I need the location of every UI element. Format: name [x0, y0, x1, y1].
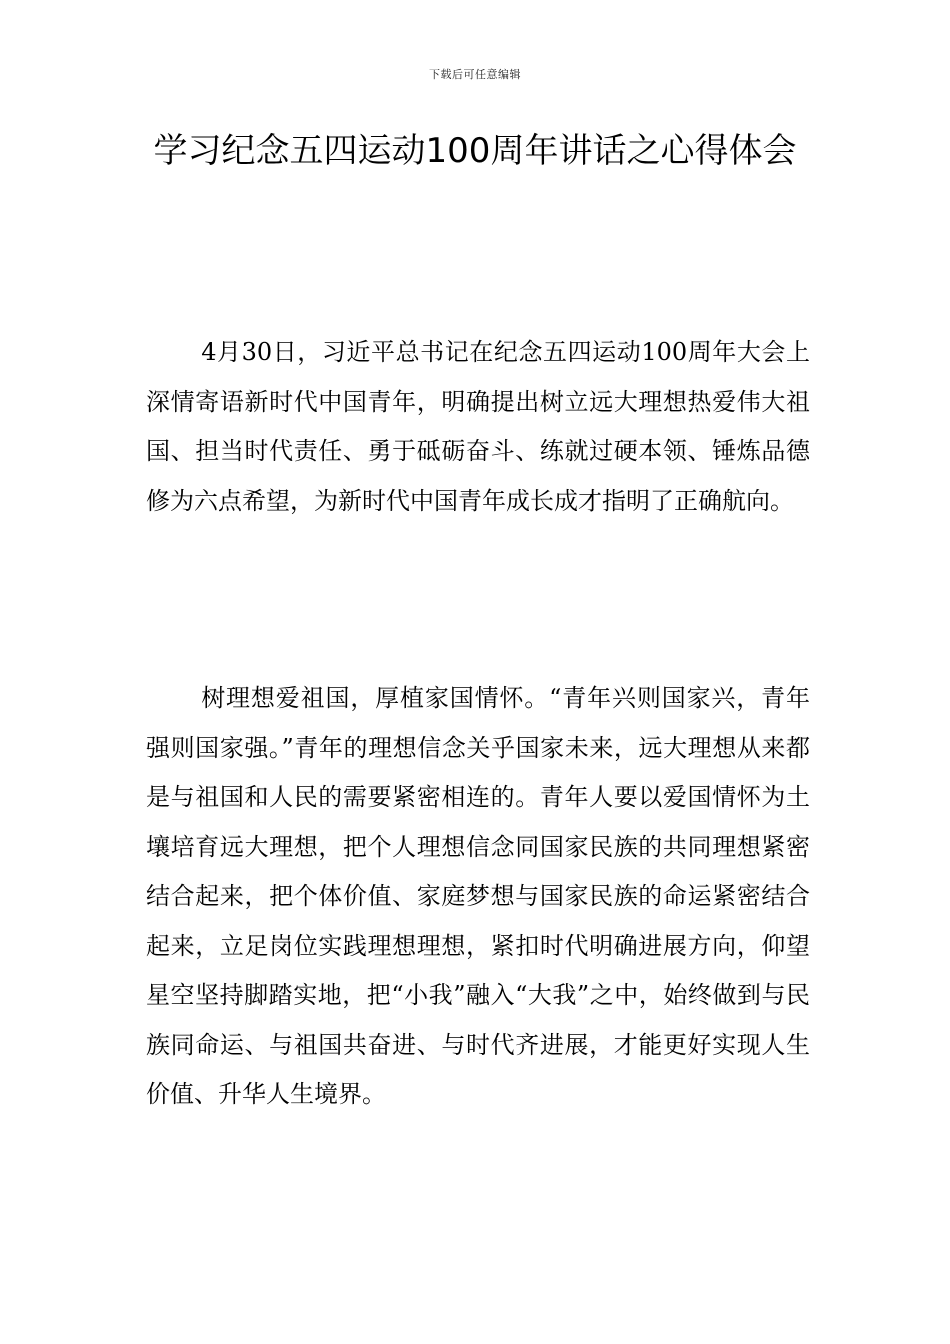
header-note: 下载后可任意编辑	[429, 68, 521, 81]
document-title: 学习纪念五四运动100周年讲话之心得体会	[153, 131, 797, 171]
paragraph-1: 4月30日，习近平总书记在纪念五四运动100周年大会上深情寄语新时代中国青年，明确提出树立远大理想热爱伟大祖国、担当时代责任、勇于砥砺奋斗、练就过硬本领、锤炼品德修为六点希望，为新时代中国青年成长成才指明了正确航向。	[146, 338, 810, 515]
paragraph-2: 树理想爱祖国，厚植家国情怀。“青年兴则国家兴，青年强则国家强。”青年的理想信念关乎国家未来，远大理想从来都是与祖国和人民的需要紧密相连的。青年人要以爱国情怀为土壤培育远大理想，把个人理想信念同国家民族的共同理想紧密结合起来，把个体价值、家庭梦想与国家民族的命运紧密结合起来，立足岗位实践理想理想，紧扣时代明确进展方向，仰望星空坚持脚踏实地，把“小我”融入“大我”之中，始终做到与民族同命运、与祖国共奋进、与时代齐进展，才能更好实现人生价值、升华人生境界。	[146, 684, 810, 1108]
